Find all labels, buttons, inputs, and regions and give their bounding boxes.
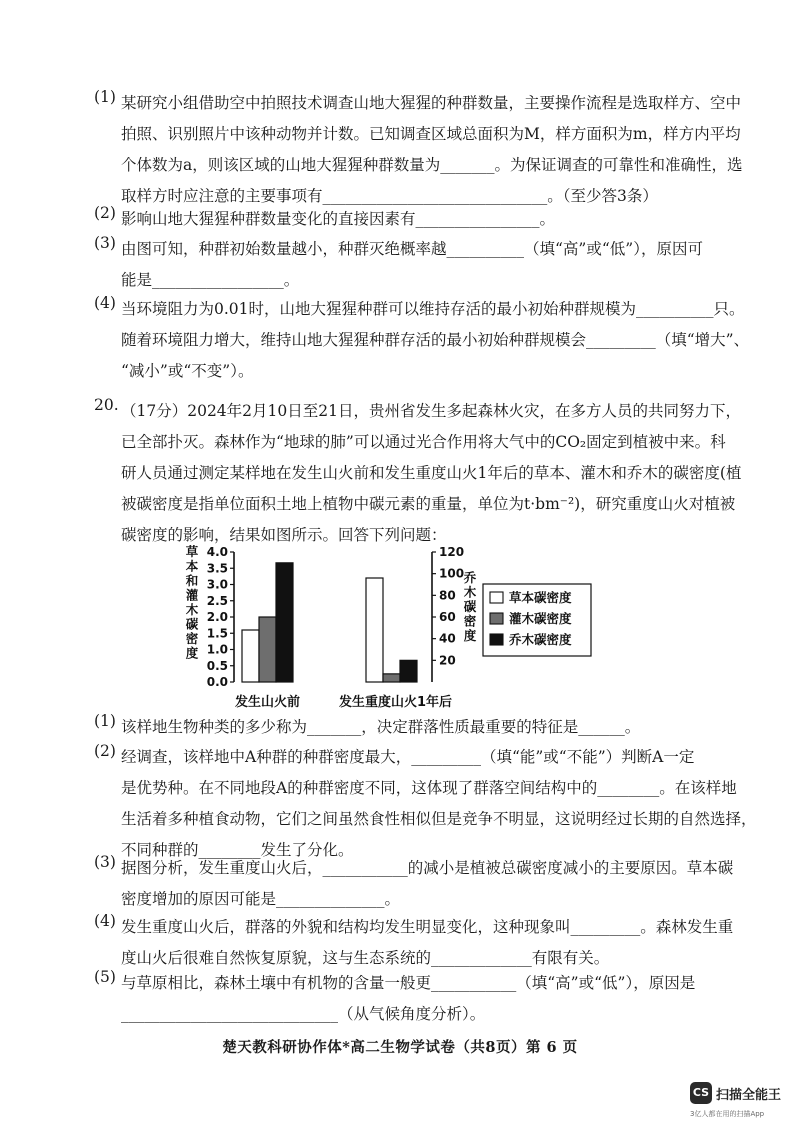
carbon-density-chart xyxy=(180,540,610,715)
question-number: (4) xyxy=(94,912,116,930)
bar-shrub xyxy=(383,674,400,682)
question-text: 与草原相比，森林土壤中有机物的含量一般更___________（填“高”或“低”），原因是 xyxy=(121,974,696,992)
left-tick-label: 3.5 xyxy=(206,561,228,576)
question-number: (5) xyxy=(94,968,116,986)
question-text: 发生重度山火后，群落的外貌和结构均发生明显变化，这种现象叫_________。森林发生重 xyxy=(121,918,734,936)
question-text: 已全部扑灭。森林作为“地球的肺”可以通过光合作用将大气中的CO₂固定到植被中来。科 xyxy=(121,433,726,451)
question-text: 研人员通过测定某样地在发生山火前和发生重度山火1年后的草本、灌木和乔木的碳密度(植 xyxy=(121,464,742,482)
question-text: 个体数为a，则该区域的山地大猩猩种群数量为_______。为保证调查的可靠性和准确性，选 xyxy=(121,156,743,174)
question-text: 据图分析，发生重度山火后，___________的减小是植被总碳密度减小的主要原因。草本碳 xyxy=(121,859,734,877)
legend-swatch xyxy=(490,634,503,645)
legend-label: 乔木碳密度 xyxy=(509,632,572,647)
scanner-app-name: 扫描全能王 xyxy=(716,1088,782,1103)
question-text: 当环境阻力为0.01时，山地大猩猩种群可以维持存活的最小初始种群规模为__________只。 xyxy=(121,300,745,318)
question-text: 被碳密度是指单位面积土地上植物中碳元素的重量，单位为t·bm⁻²)，研究重度山火对植被 xyxy=(121,495,736,513)
legend-swatch xyxy=(490,592,503,603)
page-footer: 楚天教科研协作体*高二生物学试卷（共8页）第 6 页 xyxy=(222,1039,578,1056)
q19-part-4 xyxy=(94,294,750,387)
right-tick-label: 100 xyxy=(439,566,465,581)
q20-part-1 xyxy=(94,712,734,743)
legend-label: 草本碳密度 xyxy=(509,590,572,605)
bar-tree xyxy=(400,660,417,682)
right-tick-label: 120 xyxy=(439,545,465,559)
left-tick-label: 3.0 xyxy=(206,577,228,592)
question-text: 取样方时应注意的主要事项有_____________________________。（至少答3条） xyxy=(121,187,658,205)
question-number: (1) xyxy=(94,712,116,730)
chart-svg xyxy=(180,540,610,715)
left-tick-label: 0.5 xyxy=(206,658,228,673)
cs-logo-icon: CS xyxy=(690,1082,712,1104)
question-text: ____________________________（从气候角度分析）。 xyxy=(121,1005,486,1023)
bar-herb xyxy=(366,578,383,682)
q20-part-3 xyxy=(94,853,734,915)
question-text: “减小”或“不变”）。 xyxy=(121,362,254,380)
question-number: 20. xyxy=(94,396,119,414)
q20-part-2 xyxy=(94,742,757,866)
question-text: 随着环境阻力增大，维持山地大猩猩种群存活的最小初始种群规模会_________（填“增大”、 xyxy=(121,331,750,349)
q20-part-5 xyxy=(94,968,734,1030)
legend-swatch xyxy=(490,613,503,624)
bar-herb xyxy=(242,630,259,682)
left-tick-label: 1.0 xyxy=(206,642,228,657)
left-axis-label: 草本和灌木碳密度 xyxy=(185,544,199,661)
question-number: (4) xyxy=(94,294,116,312)
question-number: (1) xyxy=(94,88,116,106)
q19-part-2 xyxy=(94,204,734,235)
question-number: (2) xyxy=(94,204,116,222)
q19-part-3 xyxy=(94,234,734,296)
question-number: (3) xyxy=(94,234,116,252)
right-tick-label: 40 xyxy=(439,631,456,646)
question-text: （17分）2024年2月10日至21日，贵州省发生多起森林火灾，在多方人员的共同努力下， xyxy=(121,402,741,420)
scanner-tagline: 3亿人都在用的扫描App xyxy=(690,1110,765,1118)
q19-part-1 xyxy=(94,88,743,212)
question-text: 能是_________________。 xyxy=(121,271,300,289)
left-tick-label: 1.5 xyxy=(206,626,228,641)
question-text: 影响山地大猩猩种群数量变化的直接因素有________________。 xyxy=(121,210,556,228)
question-text: 由图可知，种群初始数量越小，种群灭绝概率越__________（填“高”或“低”），原因可 xyxy=(121,240,703,258)
right-tick-label: 20 xyxy=(439,653,456,668)
right-tick-label: 60 xyxy=(439,610,456,624)
q20-stem xyxy=(94,396,742,551)
question-text: 某研究小组借助空中拍照技术调查山地大猩猩的种群数量，主要操作流程是选取样方、空中 xyxy=(121,94,742,112)
question-text: 碳密度的影响，结果如图所示。回答下列问题： xyxy=(121,526,447,544)
question-text: 不同种群的________发生了分化。 xyxy=(121,841,354,859)
legend-label: 灌木碳密度 xyxy=(509,611,572,626)
question-text: 密度增加的原因可能是______________。 xyxy=(121,890,401,908)
question-text: 该样地生物种类的多少称为_______，决定群落性质最重要的特征是______。 xyxy=(121,718,641,736)
bar-tree xyxy=(276,563,293,682)
question-text: 是优势种。在不同地段A的种群密度不同，这体现了群落空间结构中的________。在该样地 xyxy=(121,779,737,797)
question-text: 生活着多种植食动物，它们之间虽然食性相似但是竞争不明显，这说明经过长期的自然选择， xyxy=(121,810,757,828)
question-text: 经调查，该样地中A种群的种群密度最大，_________（填“能”或“不能”）判断A一定 xyxy=(121,748,695,766)
left-tick-label: 4.0 xyxy=(206,545,228,559)
q20-part-4 xyxy=(94,912,734,974)
category-label: 发生重度山火1年后 xyxy=(338,695,453,710)
left-tick-label: 2.5 xyxy=(206,593,228,608)
question-number: (3) xyxy=(94,853,116,871)
left-tick-label: 0.0 xyxy=(206,675,228,689)
left-tick-label: 2.0 xyxy=(206,610,228,624)
right-tick-label: 80 xyxy=(439,588,456,603)
question-text: 拍照、识别照片中该种动物并计数。已知调查区域总面积为M，样方面积为m，样方内平均 xyxy=(121,125,741,143)
question-number: (2) xyxy=(94,742,116,760)
scanner-watermark xyxy=(690,1082,800,1132)
question-text: 度山火后很难自然恢复原貌，这与生态系统的_____________有限有关。 xyxy=(121,949,610,967)
category-label: 发生山火前 xyxy=(234,695,301,710)
bar-shrub xyxy=(259,617,276,682)
right-axis-label: 乔木碳密度 xyxy=(463,570,477,643)
